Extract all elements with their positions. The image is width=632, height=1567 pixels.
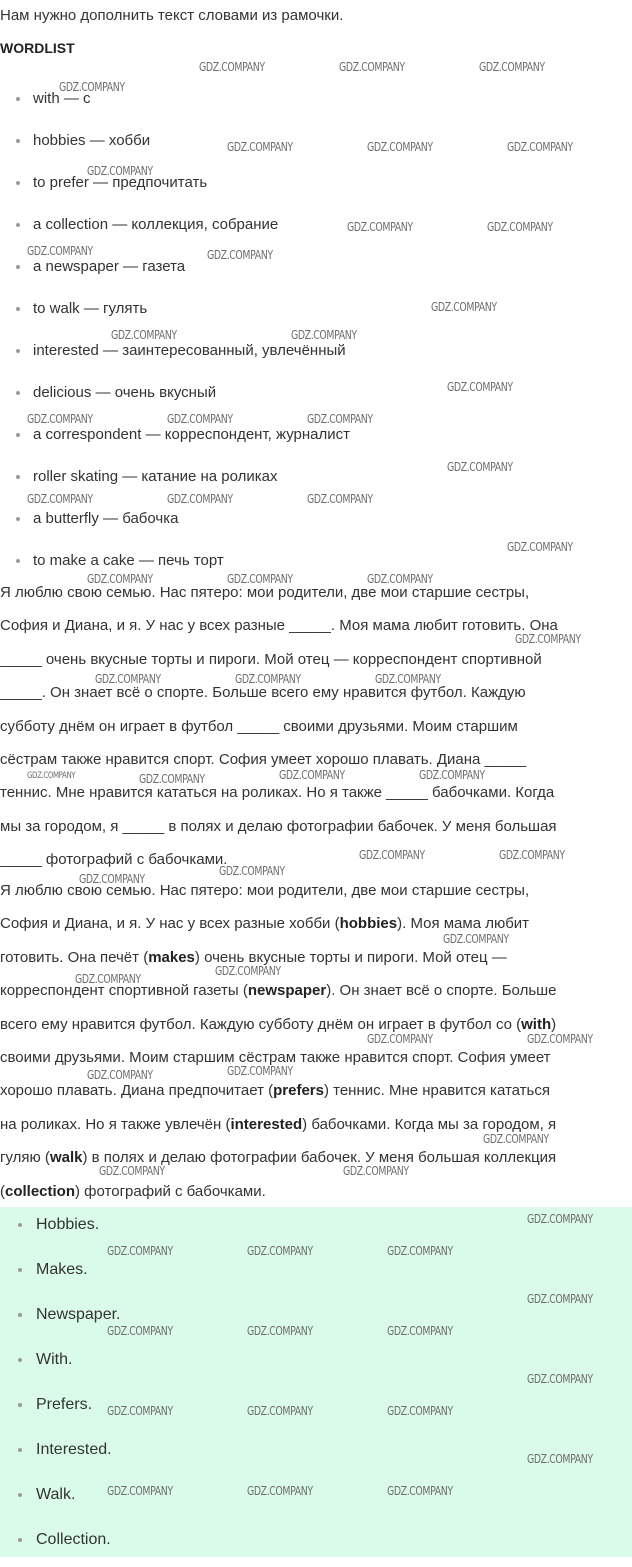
watermark-text: GDZ.COMPANY: [367, 572, 433, 586]
wordlist-item: a collection — коллекция, собрание: [0, 204, 632, 246]
watermark-text: GDZ.COMPANY: [347, 220, 413, 234]
watermark-text: GDZ.COMPANY: [247, 1324, 313, 1338]
watermark-text: GDZ.COMPANY: [291, 328, 357, 342]
watermark-text: GDZ.COMPANY: [227, 572, 293, 586]
watermark-text: GDZ.COMPANY: [507, 540, 573, 554]
watermark-text: GDZ.COMPANY: [339, 60, 405, 74]
answer-line: гуляю (walk) в полях и делаю фотографии бабочек. У меня большая коллекция: [0, 1149, 557, 1167]
watermark-text: GDZ.COMPANY: [99, 1164, 165, 1178]
watermark-text: GDZ.COMPANY: [447, 460, 513, 474]
watermark-text: GDZ.COMPANY: [207, 248, 273, 262]
answer-item: Walk.: [0, 1477, 632, 1522]
answer-item: With.: [0, 1342, 632, 1387]
task-line: София и Диана, и я. У нас у всех разные _____. Моя мама любит готовить. Она: [0, 617, 558, 635]
answer-line: хорошо плавать. Диана предпочитает (prefers) теннис. Мне нравится кататься: [0, 1082, 550, 1100]
task-line: _____ очень вкусные торты и пироги. Мой отец — корреспондент спортивной: [0, 650, 542, 668]
answer-line: Я люблю свою семью. Нас пятеро: мои родители, две мои старшие сестры,: [0, 882, 530, 899]
wordlist-item: a correspondent — корреспондент, журналист: [0, 414, 632, 456]
watermark-text: GDZ.COMPANY: [479, 60, 545, 74]
task-text: [0, 576, 632, 877]
task-line: теннис. Мне нравится кататься на роликах. Но я также _____ бабочками. Когда: [0, 784, 555, 802]
wordlist-item: a newspaper — газета: [0, 246, 632, 288]
watermark-text: GDZ.COMPANY: [87, 1068, 153, 1082]
wordlist-title: WORDLIST: [0, 40, 75, 56]
task-line: _____. Он знает всё о спорте. Больше всего ему нравится футбол. Каждую: [0, 684, 526, 702]
wordlist-item: to prefer — предпочитать: [0, 162, 632, 204]
watermark-text: GDZ.COMPANY: [387, 1484, 453, 1498]
watermark-text: GDZ.COMPANY: [59, 80, 125, 94]
watermark-text: GDZ.COMPANY: [527, 1292, 593, 1306]
watermark-text: GDZ.COMPANY: [527, 1372, 593, 1386]
watermark-text: GDZ.COMPANY: [79, 872, 145, 886]
watermark-text: GDZ.COMPANY: [219, 864, 285, 878]
watermark-text: GDZ.COMPANY: [487, 220, 553, 234]
watermark-text: GDZ.COMPANY: [87, 572, 153, 586]
watermark-text: GDZ.COMPANY: [199, 60, 265, 74]
watermark-text: GDZ.COMPANY: [227, 1064, 293, 1078]
answer-line: готовить. Она печёт (makes) очень вкусные торты и пироги. Мой отец —: [0, 948, 507, 966]
watermark-text: GDZ.COMPANY: [27, 771, 76, 781]
watermark-text: GDZ.COMPANY: [447, 380, 513, 394]
watermark-text: GDZ.COMPANY: [75, 972, 141, 986]
watermark-text: GDZ.COMPANY: [431, 300, 497, 314]
watermark-text: GDZ.COMPANY: [443, 932, 509, 946]
answer-item: Prefers.: [0, 1387, 632, 1432]
watermark-text: GDZ.COMPANY: [167, 412, 233, 426]
wordlist-item: to walk — гулять: [0, 288, 632, 330]
wordlist-item: to make a cake — печь торт: [0, 540, 632, 582]
watermark-text: GDZ.COMPANY: [527, 1032, 593, 1046]
answer-line: (collection) фотографий с бабочками.: [0, 1182, 266, 1200]
watermark-text: GDZ.COMPANY: [27, 412, 93, 426]
answer-item: Makes.: [0, 1252, 632, 1297]
answer-line: всего ему нравится футбол. Каждую субботу днём он играет в футбол со (with): [0, 1015, 557, 1033]
watermark-text: GDZ.COMPANY: [247, 1484, 313, 1498]
watermark-text: GDZ.COMPANY: [139, 772, 205, 786]
watermark-text: GDZ.COMPANY: [307, 412, 373, 426]
wordlist-item: roller skating — катание на роликах: [0, 456, 632, 498]
task-line: субботу днём он играет в футбол _____ своими друзьями. Моим старшим: [0, 717, 518, 735]
answer-line: София и Диана, и я. У нас у всех разные хобби (hobbies). Моя мама любит: [0, 915, 530, 933]
task-line: Я люблю свою семью. Нас пятеро: мои родители, две мои старшие сестры,: [0, 584, 530, 601]
watermark-text: GDZ.COMPANY: [387, 1324, 453, 1338]
answer-item: Hobbies.: [0, 1207, 632, 1252]
watermark-text: GDZ.COMPANY: [499, 848, 565, 862]
watermark-text: GDZ.COMPANY: [95, 672, 161, 686]
watermark-text: GDZ.COMPANY: [107, 1324, 173, 1338]
wordlist-item: a butterfly — бабочка: [0, 498, 632, 540]
watermark-text: GDZ.COMPANY: [367, 1032, 433, 1046]
wordlist-item: with — с: [0, 78, 632, 120]
watermark-text: GDZ.COMPANY: [27, 492, 93, 506]
watermark-text: GDZ.COMPANY: [483, 1132, 549, 1146]
watermark-text: GDZ.COMPANY: [27, 244, 93, 258]
answer-item: Collection.: [0, 1522, 632, 1567]
watermark-text: GDZ.COMPANY: [375, 672, 441, 686]
watermark-text: GDZ.COMPANY: [515, 632, 581, 646]
watermark-text: GDZ.COMPANY: [387, 1404, 453, 1418]
watermark-text: GDZ.COMPANY: [167, 492, 233, 506]
watermark-text: GDZ.COMPANY: [111, 328, 177, 342]
watermark-text: GDZ.COMPANY: [359, 848, 425, 862]
watermark-text: GDZ.COMPANY: [247, 1404, 313, 1418]
watermark-text: GDZ.COMPANY: [527, 1212, 593, 1226]
watermark-text: GDZ.COMPANY: [107, 1404, 173, 1418]
watermark-text: GDZ.COMPANY: [279, 768, 345, 782]
watermark-text: GDZ.COMPANY: [107, 1244, 173, 1258]
watermark-text: GDZ.COMPANY: [307, 492, 373, 506]
wordlist-item: interested — заинтересованный, увлечённый: [0, 330, 632, 372]
task-line: мы за городом, я _____ в полях и делаю фотографии бабочек. У меня большая: [0, 817, 557, 835]
task-line: сёстрам также нравится спорт. София умеет хорошо плавать. Диана _____: [0, 751, 527, 769]
watermark-text: GDZ.COMPANY: [419, 768, 485, 782]
watermark-text: GDZ.COMPANY: [227, 140, 293, 154]
watermark-text: GDZ.COMPANY: [343, 1164, 409, 1178]
watermark-text: GDZ.COMPANY: [507, 140, 573, 154]
task-line: _____ фотографий с бабочками.: [0, 851, 228, 869]
wordlist: [0, 78, 632, 582]
watermark-text: GDZ.COMPANY: [107, 1484, 173, 1498]
answer-text: [0, 874, 632, 1208]
watermark-text: GDZ.COMPANY: [527, 1452, 593, 1466]
watermark-text: GDZ.COMPANY: [215, 964, 281, 978]
intro-text: Нам нужно дополнить текст словами из рамочки.: [0, 7, 344, 24]
watermark-text: GDZ.COMPANY: [247, 1244, 313, 1258]
answer-item: Newspaper.: [0, 1297, 632, 1342]
answer-line: своими друзьями. Моим старшим сёстрам также нравится спорт. София умеет: [0, 1049, 551, 1067]
wordlist-item: hobbies — хобби: [0, 120, 632, 162]
wordlist-item: delicious — очень вкусный: [0, 372, 632, 414]
answer-line: на роликах. Но я также увлечён (interested) бабочками. Когда мы за городом, я: [0, 1115, 557, 1133]
answers-box: [0, 1207, 632, 1557]
answer-line: корреспондент спортивной газеты (newspaper). Он знает всё о спорте. Больше: [0, 982, 557, 1000]
watermark-text: GDZ.COMPANY: [235, 672, 301, 686]
watermark-text: GDZ.COMPANY: [367, 140, 433, 154]
watermark-text: GDZ.COMPANY: [387, 1244, 453, 1258]
answer-item: Interested.: [0, 1432, 632, 1477]
answers-list: [0, 1207, 632, 1567]
watermark-text: GDZ.COMPANY: [87, 164, 153, 178]
